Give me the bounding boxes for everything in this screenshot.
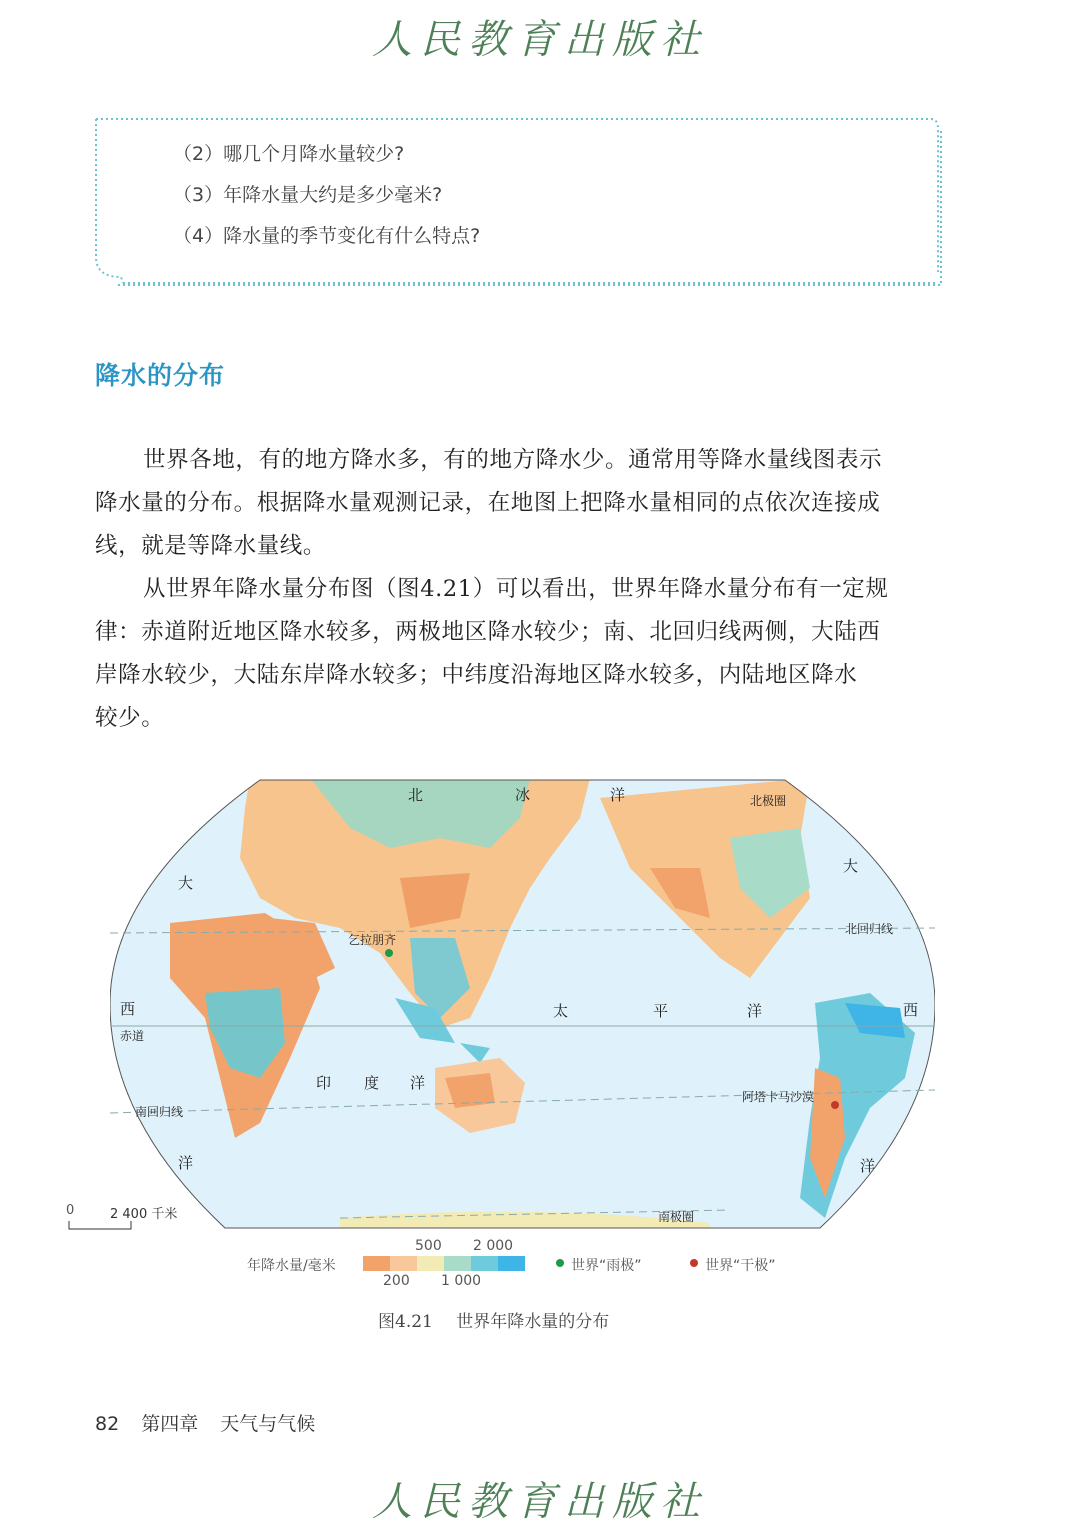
label-atl-yang: 洋 [178,1154,194,1172]
label-antarctic-circle: 南极圈 [658,1210,695,1224]
label-ind-du: 度 [364,1074,380,1092]
legend-rain-pole: 世界“雨极” [571,1258,642,1274]
world-precipitation-map [110,778,935,1230]
label-ocean: 洋 [610,786,626,804]
label-arctic-circle: 北极圈 [750,794,787,808]
paragraph-distribution-pattern [95,568,943,740]
legend-swatch [363,1256,390,1271]
scale-line [68,1221,138,1231]
scale-zero: 0 [66,1203,75,1218]
publisher-watermark-bottom: 人民教育出版社 [372,1479,708,1525]
legend-tick-200: 200 [383,1273,410,1289]
publisher-watermark-top: 人民教育出版社 [372,17,708,63]
question-4: （4）降水量的季节变化有什么特点? [173,225,481,247]
label-ice: 冰 [515,786,531,804]
label-pac-xi: 西 [903,1001,919,1019]
label-cherrapunji: 乞拉朋齐 [348,933,397,947]
label-equator: 赤道 [120,1029,145,1043]
label-pac-da: 大 [843,857,859,875]
legend-color-ramp [363,1256,525,1271]
scale-distance: 2 400 千米 [110,1207,178,1222]
rain-pole-marker [385,949,393,957]
legend-title: 年降水量/毫米 [247,1258,336,1274]
label-tropic-cancer: 北回归线 [845,922,894,936]
legend-swatch [498,1256,525,1271]
figure-caption [378,1307,609,1332]
map-scale-bar [66,1203,196,1231]
label-pac-yang-south: 洋 [860,1157,876,1175]
question-3: （3）年降水量大约是多少毫米? [173,184,443,206]
question-box [93,117,938,281]
text-line: 从世界年降水量分布图（图4.21）可以看出，世界年降水量分布有一定规 [143,576,889,602]
chapter-title: 天气与气候 [220,1413,316,1435]
legend-swatch [471,1256,498,1271]
label-pac-yang: 洋 [747,1002,763,1020]
legend-swatch [390,1256,417,1271]
label-pac-ping: 平 [653,1002,669,1020]
text-line: 律：赤道附近地区降水较多，两极地区降水较少；南、北回归线两侧，大陆西 [95,619,881,645]
label-ind-yin: 印 [316,1074,332,1092]
label-north: 北 [408,786,424,804]
dry-pole-marker [831,1101,839,1109]
legend-tick-1000: 1 000 [441,1273,482,1289]
legend-dry-pole: 世界“干极” [705,1258,776,1274]
text-line: 世界各地，有的地方降水多，有的地方降水少。通常用等降水量线图表示 [143,447,883,473]
label-atl-da: 大 [178,874,194,892]
label-atl-xi: 西 [120,1000,136,1018]
legend-tick-2000: 2 000 [473,1238,514,1254]
text-line: 岸降水较少，大陆东岸降水较多；中纬度沿海地区降水较多，内陆地区降水 [95,662,858,688]
label-atacama: 阿塔卡马沙漠 [742,1090,815,1104]
figure-title: 世界年降水量的分布 [456,1312,610,1332]
legend-swatch [444,1256,471,1271]
page-footer [95,1409,315,1436]
label-tropic-capricorn: 南回归线 [135,1105,184,1119]
label-pac-tai: 太 [553,1002,569,1020]
label-ind-yang: 洋 [410,1074,426,1092]
question-2: （2）哪几个月降水量较少? [173,143,405,165]
legend-tick-500: 500 [415,1238,442,1254]
rain-pole-legend-dot [556,1259,564,1267]
figure-number: 图4.21 [378,1312,433,1332]
text-line: 线，就是等降水量线。 [95,533,327,559]
precipitation-legend [245,1237,845,1297]
section-title: 降水的分布 [95,361,226,390]
legend-swatch [417,1256,444,1271]
dry-pole-legend-dot [690,1259,698,1267]
paragraph-contour-definition [95,439,943,568]
page-number: 82 [95,1413,120,1435]
text-line: 较少。 [95,705,165,731]
chapter-label: 第四章 [141,1413,199,1435]
text-line: 降水量的分布。根据降水量观测记录，在地图上把降水量相同的点依次连接成 [95,490,881,516]
